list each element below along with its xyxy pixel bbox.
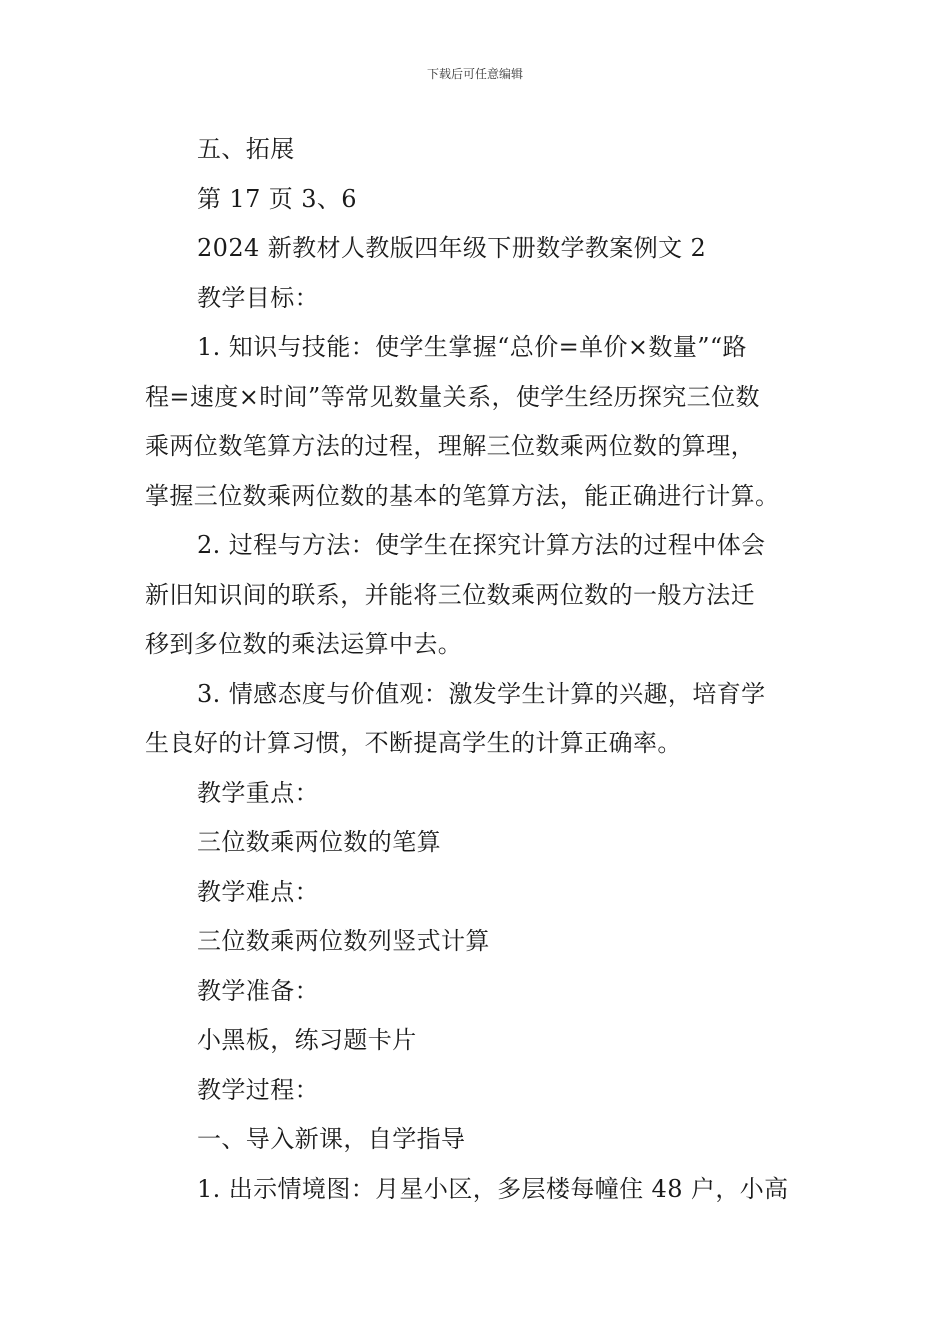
paragraph bbox=[145, 175, 807, 225]
text-line: 1. 知识与技能：使学生掌握“总价=单价×数量”“路 bbox=[197, 333, 747, 361]
text-line: 教学准备： bbox=[197, 976, 319, 1005]
text-line: 生良好的计算习惯，不断提高学生的计算正确率。 bbox=[145, 729, 682, 757]
text-line: 教学目标： bbox=[197, 283, 319, 312]
paragraph bbox=[145, 125, 807, 175]
text-line: 乘两位数笔算方法的过程，理解三位数乘两位数的算理， bbox=[145, 432, 755, 460]
paragraph bbox=[145, 670, 807, 769]
text-line: 2024 新教材人教版四年级下册数学教案例文 2 bbox=[197, 234, 707, 262]
text-line: 教学重点： bbox=[197, 778, 319, 807]
paragraph bbox=[145, 1016, 807, 1066]
text-line: 教学过程： bbox=[197, 1075, 319, 1104]
page-header: 下载后可任意编辑 bbox=[426, 67, 523, 81]
text-line: 3. 情感态度与价值观：激发学生计算的兴趣，培育学 bbox=[197, 679, 766, 708]
text-line: 程=速度×时间”等常见数量关系，使学生经历探究三位数 bbox=[145, 382, 760, 411]
text-line: 掌握三位数乘两位数的基本的笔算方法，能正确进行计算。 bbox=[145, 481, 780, 510]
section-heading bbox=[145, 868, 807, 918]
document-title bbox=[145, 224, 807, 274]
paragraph bbox=[145, 917, 807, 967]
text-line: 教学难点： bbox=[197, 877, 319, 906]
section-heading bbox=[145, 769, 807, 819]
section-heading bbox=[145, 1066, 807, 1116]
document-body bbox=[145, 125, 807, 1214]
text-line: 1. 出示情境图：月星小区，多层楼每幢住 48 户，小高 bbox=[197, 1174, 789, 1203]
section-heading bbox=[145, 967, 807, 1017]
text-line: 第 17 页 3、6 bbox=[197, 184, 357, 213]
text-line: 一、导入新课，自学指导 bbox=[197, 1125, 466, 1153]
section-heading bbox=[145, 1115, 807, 1165]
text-line: 三位数乘两位数的笔算 bbox=[197, 828, 441, 856]
text-line: 新旧知识间的联系，并能将三位数乘两位数的一般方法迁 bbox=[145, 580, 755, 609]
text-line: 三位数乘两位数列竖式计算 bbox=[197, 927, 490, 955]
text-line: 五、拓展 bbox=[197, 135, 295, 163]
section-heading bbox=[145, 274, 807, 324]
paragraph bbox=[145, 323, 807, 521]
paragraph bbox=[145, 818, 807, 868]
text-line: 小黑板，练习题卡片 bbox=[197, 1026, 417, 1054]
paragraph bbox=[145, 521, 807, 670]
paragraph bbox=[145, 1165, 807, 1215]
text-line: 2. 过程与方法：使学生在探究计算方法的过程中体会 bbox=[197, 531, 766, 559]
text-line: 移到多位数的乘法运算中去。 bbox=[145, 630, 463, 658]
